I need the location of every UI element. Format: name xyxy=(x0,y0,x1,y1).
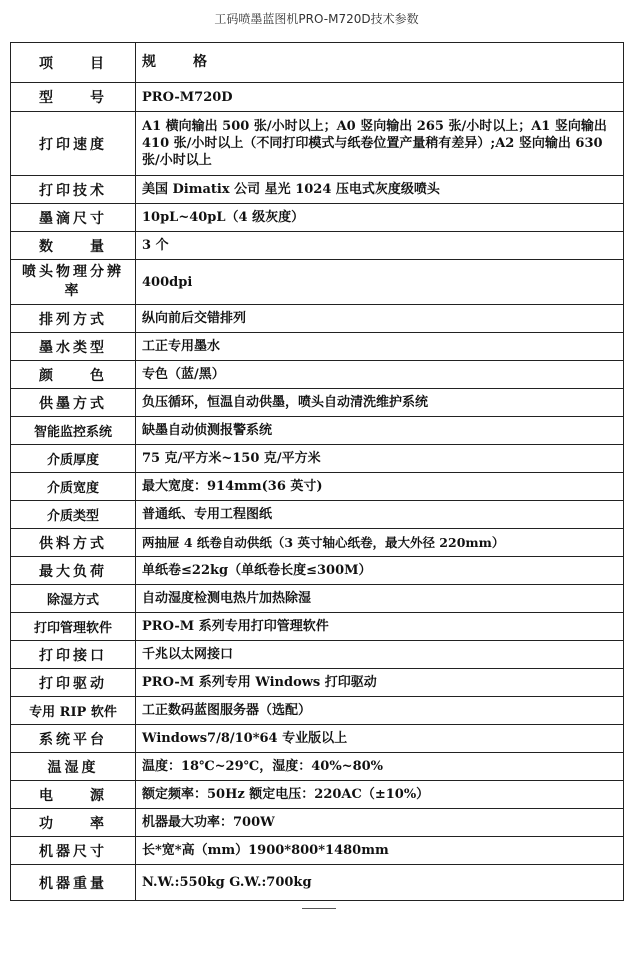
row-key: 数 量 xyxy=(11,232,136,260)
table-row xyxy=(11,417,624,445)
row-key: 专用 RIP 软件 xyxy=(11,697,136,725)
table-row xyxy=(11,176,624,204)
row-key: 排列方式 xyxy=(11,305,136,333)
table-row xyxy=(11,809,624,837)
row-key: 电 源 xyxy=(11,781,136,809)
row-value: 美国 Dimatix 公司 星光 1024 压电式灰度级喷头 xyxy=(136,176,624,204)
table-row xyxy=(11,501,624,529)
row-value: 自动湿度检测电热片加热除湿 xyxy=(136,585,624,613)
row-value: 工正专用墨水 xyxy=(136,333,624,361)
table-row xyxy=(11,83,624,112)
table-row xyxy=(11,204,624,232)
table-row xyxy=(11,473,624,501)
row-key: 智能监控系统 xyxy=(11,417,136,445)
table-row xyxy=(11,669,624,697)
row-value: 专色（蓝/黑） xyxy=(136,361,624,389)
row-key: 墨滴尺寸 xyxy=(11,204,136,232)
row-key: 墨水类型 xyxy=(11,333,136,361)
row-key: 机器重量 xyxy=(11,865,136,901)
row-key: 介质宽度 xyxy=(11,473,136,501)
page-title: 工码喷墨蓝图机PRO-M720D技术参数 xyxy=(214,12,419,26)
row-key: 型 号 xyxy=(11,83,136,112)
row-value: PRO-M720D xyxy=(136,83,624,112)
row-key: 供料方式 xyxy=(11,529,136,557)
row-key: 颜 色 xyxy=(11,361,136,389)
row-value: 75 克/平方米~150 克/平方米 xyxy=(136,445,624,473)
row-value: A1 横向输出 500 张/小时以上；A0 竖向输出 265 张/小时以上；A1 竖向输出 410 张/小时以上（不同打印模式与纸卷位置产量稍有差异）;A2 竖向输出 630 张/小时以上 xyxy=(136,112,624,176)
row-key: 打印驱动 xyxy=(11,669,136,697)
row-value: 两抽屉 4 纸卷自动供纸（3 英寸轴心纸卷，最大外径 220mm） xyxy=(136,529,624,557)
table-row xyxy=(11,753,624,781)
table-row xyxy=(11,260,624,305)
row-value: Windows7/8/10*64 专业版以上 xyxy=(136,725,624,753)
table-row xyxy=(11,641,624,669)
table-row xyxy=(11,613,624,641)
row-key: 打印管理软件 xyxy=(11,613,136,641)
row-key: 打印技术 xyxy=(11,176,136,204)
row-value: 3 个 xyxy=(136,232,624,260)
row-key: 介质类型 xyxy=(11,501,136,529)
table-row xyxy=(11,529,624,557)
row-value: PRO-M 系列专用 Windows 打印驱动 xyxy=(136,669,624,697)
row-value: 普通纸、专用工程图纸 xyxy=(136,501,624,529)
row-value: 纵向前后交错排列 xyxy=(136,305,624,333)
row-key: 系统平台 xyxy=(11,725,136,753)
row-value: 机器最大功率：700W xyxy=(136,809,624,837)
table-row xyxy=(11,389,624,417)
table-row xyxy=(11,232,624,260)
row-key: 项 目 xyxy=(11,43,136,83)
row-value: 工正数码蓝图服务器（选配） xyxy=(136,697,624,725)
table-row xyxy=(11,43,624,83)
row-value: 额定频率：50Hz 额定电压：220AC（±10%） xyxy=(136,781,624,809)
table-row xyxy=(11,781,624,809)
table-row xyxy=(11,725,624,753)
table-row xyxy=(11,697,624,725)
row-value: 400dpi xyxy=(136,260,624,305)
row-key: 功 率 xyxy=(11,809,136,837)
row-value: 10pL~40pL（4 级灰度） xyxy=(136,204,624,232)
table-row xyxy=(11,585,624,613)
divider-mark xyxy=(302,908,336,909)
row-key: 除湿方式 xyxy=(11,585,136,613)
row-key: 温湿度 xyxy=(11,753,136,781)
row-value: PRO-M 系列专用打印管理软件 xyxy=(136,613,624,641)
row-value: 温度：18℃~29℃，湿度：40%~80% xyxy=(136,753,624,781)
row-value: 千兆以太网接口 xyxy=(136,641,624,669)
row-value: 缺墨自动侦测报警系统 xyxy=(136,417,624,445)
row-key: 喷头物理分辨率 xyxy=(11,260,136,305)
row-value: 规 格 xyxy=(136,43,624,83)
row-key: 打印速度 xyxy=(11,112,136,176)
row-value: N.W.:550kg G.W.:700kg xyxy=(136,865,624,901)
table-row xyxy=(11,837,624,865)
row-value: 最大宽度：914mm(36 英寸) xyxy=(136,473,624,501)
row-key: 最大负荷 xyxy=(11,557,136,585)
row-value: 负压循环，恒温自动供墨，喷头自动清洗维护系统 xyxy=(136,389,624,417)
row-key: 介质厚度 xyxy=(11,445,136,473)
row-key: 供墨方式 xyxy=(11,389,136,417)
row-key: 打印接口 xyxy=(11,641,136,669)
table-row xyxy=(11,333,624,361)
table-row xyxy=(11,305,624,333)
table-row xyxy=(11,445,624,473)
table-row xyxy=(11,557,624,585)
table-row xyxy=(11,361,624,389)
spec-table xyxy=(10,42,624,901)
row-value: 单纸卷≤22kg（单纸卷长度≤300M） xyxy=(136,557,624,585)
table-row xyxy=(11,112,624,176)
table-row xyxy=(11,865,624,901)
row-key: 机器尺寸 xyxy=(11,837,136,865)
row-value: 长*宽*高（mm）1900*800*1480mm xyxy=(136,837,624,865)
